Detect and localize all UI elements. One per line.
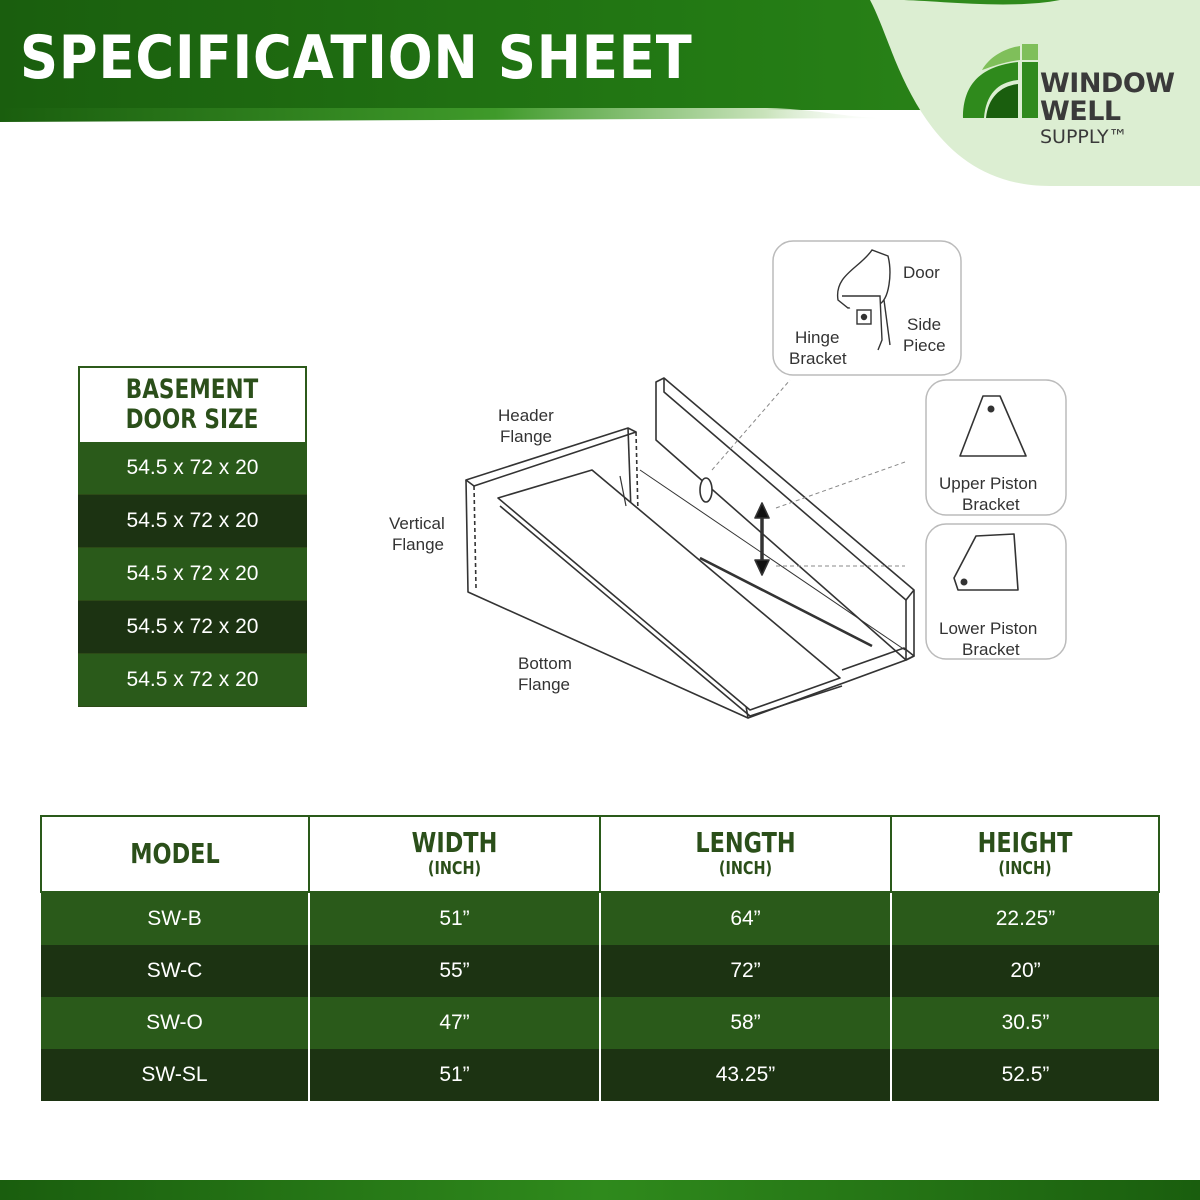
cell-length: 43.25” [600,1049,891,1101]
column-header-model: MODEL [41,816,309,892]
side-piece-label-2: Piece [903,336,946,355]
upper-piston-label-2: Bracket [962,495,1020,514]
lower-piston-bracket-detail [926,524,1066,659]
door-label: Door [903,263,940,282]
page-title: SPECIFICATION SHEET [20,23,693,93]
cell-height: 22.25” [891,892,1159,945]
cell-width: 51” [309,892,600,945]
table-row [41,997,1159,1049]
hinge-bracket-detail [773,241,961,375]
door-size-heading-line2: DOOR SIZE [126,404,259,435]
cell-model: SW-B [41,892,309,945]
header-flange-label-2: Flange [500,427,552,446]
door-size-table [78,366,307,707]
logo-line-window: WINDOW [1040,68,1175,99]
logo-line-well: WELL [1040,96,1121,127]
cell-height: 52.5” [891,1049,1159,1101]
cell-length: 58” [600,997,891,1049]
lower-piston-label-1: Lower Piston [939,619,1038,638]
cell-length: 64” [600,892,891,945]
hinge-bracket-label-2: Bracket [789,349,847,368]
hinge-bracket-label-1: Hinge [795,328,840,347]
cell-model: SW-SL [41,1049,309,1101]
vertical-flange-label-1: Vertical [389,514,445,533]
column-header-height: HEIGHT (INCH) [891,816,1159,892]
door-size-row: 54.5 x 72 x 20 [78,654,307,707]
cell-length: 72” [600,945,891,997]
cell-height: 30.5” [891,997,1159,1049]
cell-width: 47” [309,997,600,1049]
door-size-row: 54.5 x 72 x 20 [78,601,307,654]
door-size-row: 54.5 x 72 x 20 [78,495,307,548]
vertical-flange-label-2: Flange [392,535,444,554]
bottom-flange-label-1: Bottom [518,654,572,673]
cell-width: 55” [309,945,600,997]
door-size-row: 54.5 x 72 x 20 [78,548,307,601]
door-size-row: 54.5 x 72 x 20 [78,442,307,495]
upper-piston-bracket-detail [926,380,1066,515]
upper-piston-label-1: Upper Piston [939,474,1038,493]
table-row [41,1049,1159,1101]
header-flange-label-1: Header [498,406,554,425]
cell-model: SW-C [41,945,309,997]
cell-model: SW-O [41,997,309,1049]
lower-piston-label-2: Bracket [962,640,1020,659]
column-header-length: LENGTH (INCH) [600,816,891,892]
door-size-heading-line1: BASEMENT [126,374,259,405]
side-piece-label-1: Side [907,315,942,334]
cell-width: 51” [309,1049,600,1101]
cell-height: 20” [891,945,1159,997]
brand-logo [1040,70,1175,148]
specification-table [40,815,1160,1101]
table-row [41,945,1159,997]
table-header-row [41,816,1159,892]
door-size-heading [78,366,307,442]
bottom-flange-label-2: Flange [518,675,570,694]
footer-bar [0,1180,1200,1200]
column-header-width: WIDTH (INCH) [309,816,600,892]
window-well-logo-icon [958,42,1038,122]
basement-door-diagram [380,235,1080,735]
table-row [41,892,1159,945]
logo-line-supply: SUPPLY™ [1040,126,1128,148]
